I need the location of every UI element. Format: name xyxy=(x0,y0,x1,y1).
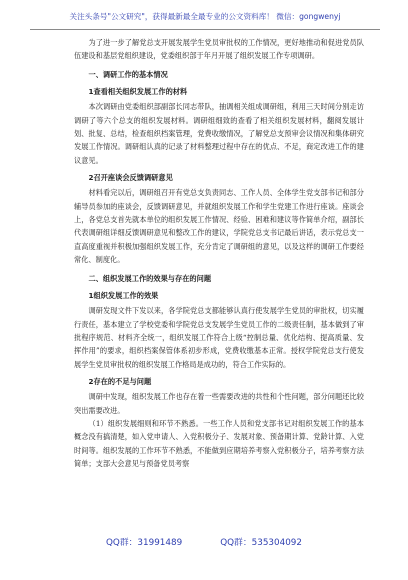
document-body xyxy=(74,36,364,470)
body-paragraph: 调研中发现，组织发展工作也存在着一些需要改进的共性和个性问题，部分问题还比较突出需要改进。 xyxy=(74,392,364,415)
body-paragraph: 材料看完以后，调研组召开有党总支负责同志、工作人员、全体学生党支部书记和部分辅导员参加的座谈会，反馈调研意见，并就组织发展工作和学生党建工作进行座谈。座谈会上，各党总支首先就本单位的组织发展工作情况、经验、困难和建议等作简单介绍，副部长代表调研组详细反馈调研意见和整改工作的建议，学院党总支书记最后讲话，表示党总支一直高度重视并积极加强组织发展工作，充分肯定了调研组的意见，以及这样的调研工作要经常化、制度化。 xyxy=(74,188,364,265)
intro-paragraph: 为了进一步了解党总支开展发展学生党员审批权的工作情况，更好地推动和促进党员队伍建设和基层党组织建设，党委组织部于年月开展了组织发展工作专项调研。 xyxy=(74,38,364,61)
header-divider xyxy=(30,29,380,30)
body-paragraph: （1）组织发展细则和环节不熟悉。一些工作人员和党支部书记对组织发展工作的基本概念没有搞清楚，如入党申请人、入党积极分子、发展对象、预备期计算、党龄计算、入党时间等。组织发展的工作环节不熟悉，不能做到应期培养考察入党积极分子，培养考察方法简单；支部大会意见与预备党员考察 xyxy=(74,418,364,468)
section-heading: 一、调研工作的基本情况 xyxy=(88,69,168,79)
body-paragraph: 调研发现文件下发以来，各学院党总支都能够认真行使发展学生党员的审批权，切实履行责任，基本建立了学校党委和学院党总支发展学生党员工作的二级责任制，基本做到了审批程序规范、材料齐全统一，组织发展工作符合上级“控制总量、优化结构、提高质量、发挥作用”的要求，组织档案保管体系初步形成，党费收缴基本正常。授权学院党总支行使发展学生党员审批权的组织发展工作格局是成功的，符合工作实际的。 xyxy=(74,306,364,369)
subsection-heading: 2召开座谈会反馈调研意见 xyxy=(88,173,173,183)
subsection-heading: 2存在的不足与问题 xyxy=(88,376,152,386)
footer-qq-group-1: QQ群：31991489 xyxy=(105,538,183,548)
footer-qq-group-2: QQ群：535304092 xyxy=(220,538,303,548)
header-banner: 关注头条号"公文研究"，获得最新最全最专业的公文资料库！ 微信：gongwenyj xyxy=(69,12,341,21)
subsection-heading: 1组织发展工作的效果 xyxy=(88,290,159,300)
footer-contact xyxy=(0,536,408,550)
body-paragraph: 本次调研由党委组织部副部长同志带队，抽调相关组成调研组，利用三天时间分别走访调研了等六个总支的组织发展材料。调研组细致的查看了相关组织发展材料，翻阅发展计划、批复、总结，检查组织档案管理，党费收缴情况，了解党总支预审会议情况和集体研究发展工作情况。调研组认真的记录了材料整理过程中存在的优点、不足，商定改进工作的建议意见。 xyxy=(74,102,364,165)
section-heading: 二、组织发展工作的效果与存在的问题 xyxy=(88,273,212,283)
subsection-heading: 1查看相关组织发展工作的材料 xyxy=(88,87,188,97)
